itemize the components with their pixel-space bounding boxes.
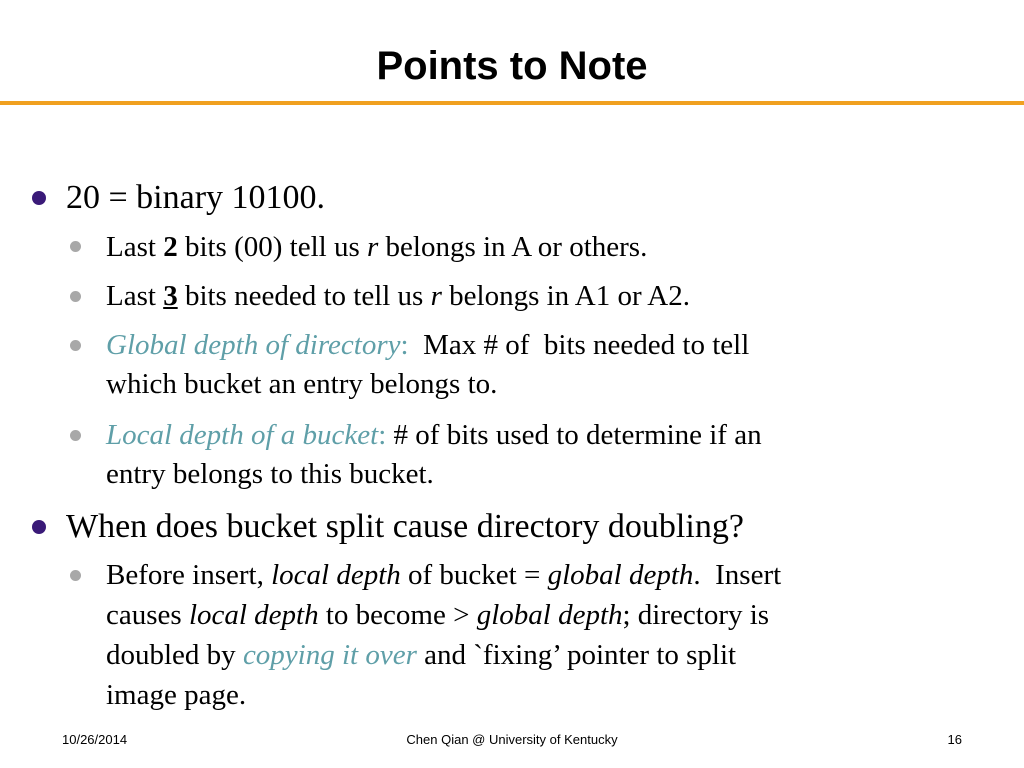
footer-page-number: 16: [947, 732, 962, 747]
text-segment: # of bits used to determine if an: [386, 419, 762, 451]
sub-bullet-global-depth-line1: [106, 327, 749, 363]
sub-bullet-before-insert-line3: [106, 637, 736, 673]
text-segment: . Insert: [693, 559, 782, 591]
text-segment: and `fixing’ pointer to split: [416, 639, 737, 671]
sub-bullet-last-2-bits: [106, 229, 647, 265]
text-segment: of bucket =: [400, 559, 548, 591]
text-segment: Last: [106, 231, 164, 263]
footer-author: Chen Qian @ University of Kentucky: [406, 732, 618, 747]
level2-bullet-dot: [70, 241, 81, 252]
term-colon: :: [400, 329, 409, 361]
italic-term: global depth: [547, 559, 694, 591]
level1-bullet-dot: [32, 191, 46, 205]
text-segment: Last: [106, 280, 164, 312]
sub-bullet-local-depth-line2: entry belongs to this bucket.: [106, 458, 434, 490]
bullet-directory-doubling: When does bucket split cause directory doubling?: [66, 508, 744, 545]
bold-number: 2: [163, 231, 178, 263]
text-segment: Max # of bits needed to tell: [408, 329, 750, 361]
sub-bullet-before-insert-line4: image page.: [106, 679, 247, 711]
text-segment: bits (00) tell us: [177, 231, 367, 263]
level1-bullet-dot: [32, 520, 46, 534]
italic-term: local depth: [188, 599, 319, 631]
sub-bullet-last-3-bits: [106, 278, 690, 314]
level2-bullet-dot: [70, 291, 81, 302]
footer-date: 10/26/2014: [62, 732, 128, 747]
italic-variable: r: [366, 231, 379, 263]
level2-bullet-dot: [70, 340, 81, 351]
text-segment: belongs in A or others.: [378, 231, 648, 263]
bold-underlined-number: 3: [163, 280, 178, 312]
term-global-depth: Global depth of directory: [106, 329, 401, 361]
italic-term: local depth: [271, 559, 401, 591]
text-segment: doubled by: [106, 639, 243, 671]
sub-bullet-before-insert-line1: [106, 557, 781, 593]
text-segment: to become >: [318, 599, 477, 631]
italic-variable: r: [430, 280, 442, 312]
term-copying-it-over: copying it over: [242, 639, 417, 671]
level2-bullet-dot: [70, 570, 81, 581]
text-segment: Before insert,: [106, 559, 272, 591]
term-local-depth: Local depth of a bucket: [106, 419, 379, 451]
italic-term: global depth: [476, 599, 623, 631]
sub-bullet-local-depth-line1: [106, 417, 762, 453]
bullet-binary-20: 20 = binary 10100.: [66, 179, 326, 216]
term-colon: :: [378, 419, 387, 451]
sub-bullet-before-insert-line2: [106, 597, 769, 633]
sub-bullet-global-depth-line2: which bucket an entry belongs to.: [106, 368, 498, 400]
text-segment: bits needed to tell us: [177, 280, 431, 312]
level2-bullet-dot: [70, 430, 81, 441]
slide-title: Points to Note: [376, 44, 648, 88]
title-underline: [0, 101, 1024, 105]
text-segment: ; directory is: [622, 599, 770, 631]
text-segment: causes: [106, 599, 189, 631]
text-segment: belongs in A1 or A2.: [441, 280, 691, 312]
